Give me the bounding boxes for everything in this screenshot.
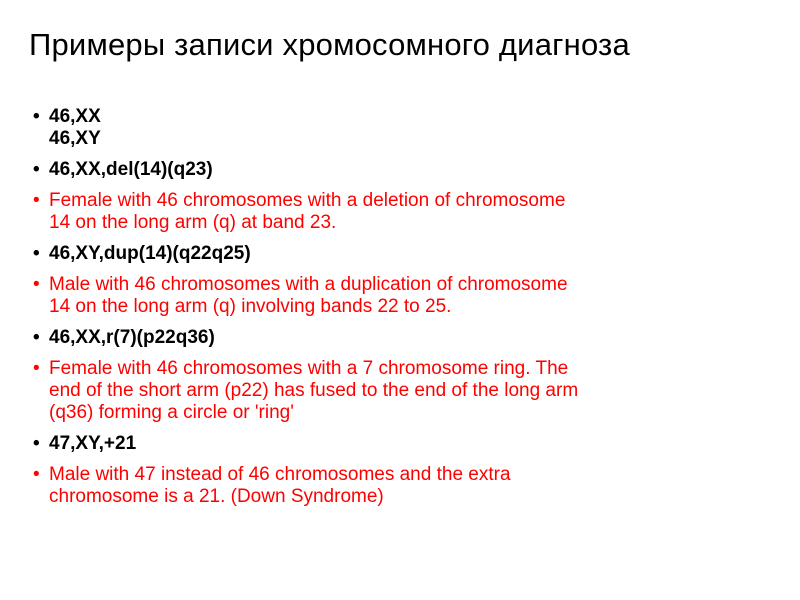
karyotype-code: 47,XY,+21 xyxy=(49,433,137,454)
bullet-icon: • xyxy=(33,358,40,379)
list-item xyxy=(33,433,763,455)
list-item xyxy=(33,464,763,508)
karyotype-code: 46,XX xyxy=(49,106,101,127)
karyotype-code: 46,XY xyxy=(49,128,101,149)
bullet-list xyxy=(33,106,763,508)
karyotype-description: Female with 46 chromosomes with a deletion of chromosome xyxy=(49,190,566,211)
list-item xyxy=(33,243,763,265)
list-item xyxy=(33,159,763,181)
karyotype-description: Male with 46 chromosomes with a duplication of chromosome xyxy=(49,274,568,295)
karyotype-description: end of the short arm (p22) has fused to the end of the long arm xyxy=(49,380,579,401)
list-item xyxy=(33,106,763,150)
bullet-icon: • xyxy=(33,243,40,264)
bullet-icon: • xyxy=(33,159,40,180)
karyotype-description: 14 on the long arm (q) involving bands 22 to 25. xyxy=(49,296,452,317)
bullet-icon: • xyxy=(33,190,40,211)
bullet-icon: • xyxy=(33,106,40,127)
slide-title: Примеры записи хромосомного диагноза xyxy=(29,27,630,62)
list-item xyxy=(33,190,763,234)
karyotype-code: 46,XX,del(14)(q23) xyxy=(49,159,213,180)
list-item xyxy=(33,358,763,424)
karyotype-description: chromosome is a 21. (Down Syndrome) xyxy=(49,486,384,507)
karyotype-code: 46,XX,r(7)(p22q36) xyxy=(49,327,215,348)
karyotype-description: (q36) forming a circle or 'ring' xyxy=(49,402,294,423)
karyotype-description: Male with 47 instead of 46 chromosomes and the extra xyxy=(49,464,511,485)
karyotype-description: Female with 46 chromosomes with a 7 chromosome ring. The xyxy=(49,358,569,379)
bullet-icon: • xyxy=(33,464,40,485)
karyotype-code: 46,XY,dup(14)(q22q25) xyxy=(49,243,251,264)
bullet-icon: • xyxy=(33,433,40,454)
bullet-icon: • xyxy=(33,327,40,348)
karyotype-description: 14 on the long arm (q) at band 23. xyxy=(49,212,337,233)
list-item xyxy=(33,327,763,349)
list-item xyxy=(33,274,763,318)
bullet-icon: • xyxy=(33,274,40,295)
